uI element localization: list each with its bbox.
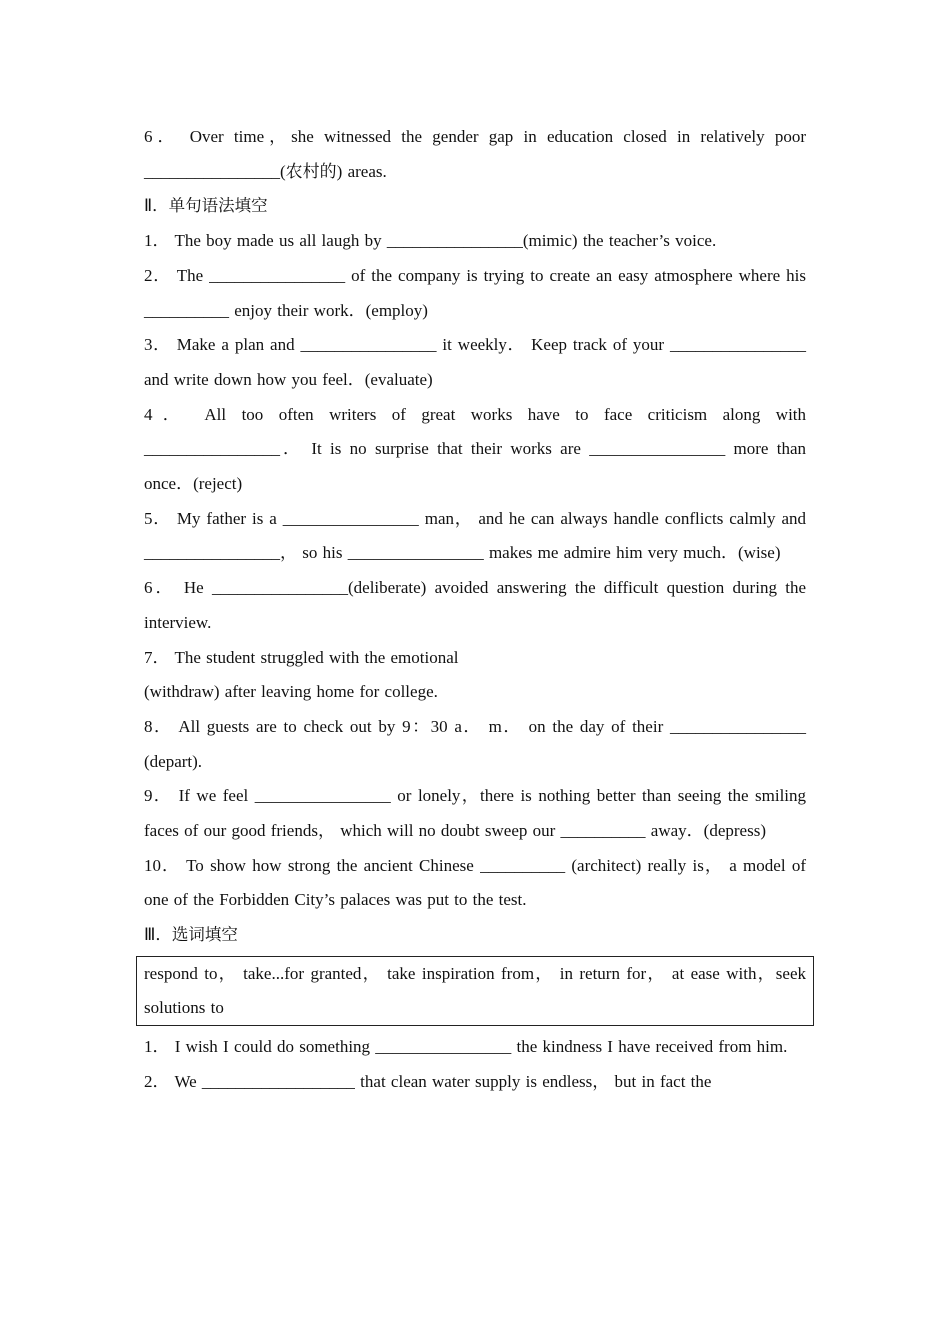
section-2-item-8	[144, 710, 806, 779]
item-number: 2．	[144, 265, 171, 285]
item-text: Make a plan and ________________ it weekly． Keep track of your ________________ and write down how you feel．(evaluate)	[144, 335, 806, 389]
worksheet-page	[144, 120, 806, 1099]
item-text: We __________________ that clean water supply is endless， but in fact the	[174, 1071, 712, 1091]
section-3-item-2	[144, 1065, 806, 1100]
section-2-item-6	[144, 571, 806, 640]
word-bank-text: respond to， take...for granted， take inspiration from， in return for， at ease with，seek solutions to	[144, 963, 806, 1017]
item-text: My father is a ________________ man， and he can always handle conflicts calmly and ________________， so his ________________ makes me admire him very much．(wise)	[144, 508, 807, 563]
item-text: The ________________ of the company is trying to create an easy atmosphere where his __________ enjoy their work．(employ)	[144, 265, 806, 320]
item-number: 6．	[144, 578, 176, 598]
item-number: 9．	[144, 786, 173, 806]
item-number: 5．	[144, 508, 171, 528]
item-number: 2．	[144, 1071, 170, 1091]
item-number: 1．	[144, 1036, 170, 1056]
section-2-item-10	[144, 849, 806, 918]
section-2-item-4	[144, 398, 806, 502]
item-number: 7．	[144, 647, 170, 667]
item-text: All guests are to check out by 9：30 a． m． on the day of their ________________ (depart).	[144, 716, 806, 771]
section-2-item-5	[144, 502, 806, 571]
item-text: The boy made us all laugh by ________________(mimic) the teacher’s voice.	[174, 231, 717, 251]
section-2-item-3	[144, 328, 806, 397]
item-text: Over time，she witnessed the gender gap in education closed in relatively poor ________________(农村的) areas.	[144, 127, 807, 181]
item-text: I wish I could do something ________________ the kindness I have received from him.	[174, 1036, 788, 1056]
section-3-title: Ⅲ．选词填空	[144, 925, 238, 945]
item-number: 3．	[144, 335, 171, 355]
section-2-item-2	[144, 259, 806, 328]
part1-item-6	[144, 120, 806, 189]
item-number: 8．	[144, 716, 173, 736]
item-text: All too often writers of great works have to face criticism along with ________________． It is no surprise that their works are ________________ more than once．(reject)	[144, 404, 807, 494]
section-2-item-1	[144, 224, 806, 259]
section-2-item-7	[144, 641, 806, 710]
item-number: 6．	[144, 127, 180, 146]
item-text: The student struggled with the emotional (withdraw) after leaving home for college.	[144, 647, 459, 702]
item-number: 1．	[144, 231, 170, 251]
section-2-title: Ⅱ．单句语法填空	[144, 196, 268, 216]
word-bank-box	[136, 956, 814, 1026]
section-3-item-1	[144, 1030, 806, 1065]
item-text: He ________________(deliberate) avoided answering the difficult question during the interview.	[144, 578, 807, 632]
item-number: 4．	[144, 404, 190, 424]
item-text: If we feel ________________ or lonely，there is nothing better than seeing the smiling faces of our good friends， which will no doubt sweep our __________ away．(depress)	[144, 786, 807, 841]
section-2-item-9	[144, 779, 806, 848]
item-number: 10．	[144, 855, 181, 875]
item-text: To show how strong the ancient Chinese __________ (architect) really is， a model of one of the Forbidden City’s palaces was put to the test.	[144, 855, 806, 910]
